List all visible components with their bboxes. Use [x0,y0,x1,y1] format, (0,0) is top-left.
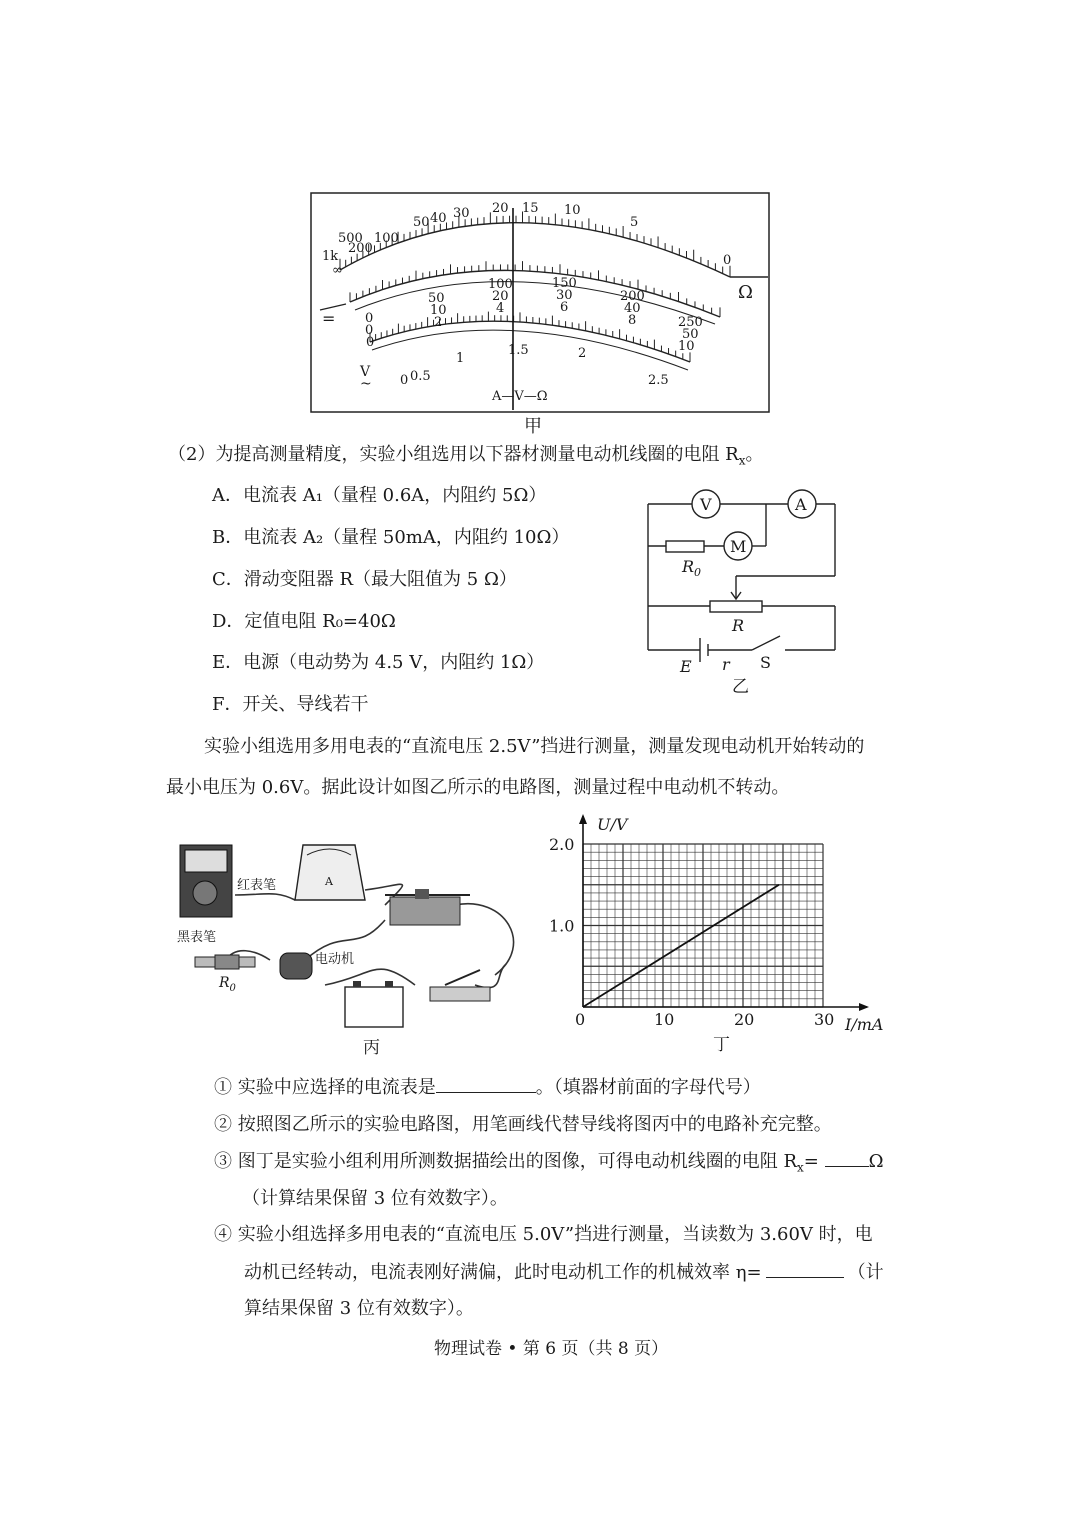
ohm-tick-label: 5 [630,215,639,230]
paragraph-line1: 实验小组选用多用电表的“直流电压 2.5V”挡进行测量，测量发现电动机开始转动的 [204,736,865,757]
ohm-tick-label: 40 [430,211,447,226]
svg-text:0: 0 [400,373,409,388]
chart-caption: 丁 [713,1035,730,1055]
apparatus-caption: 丙 [363,1038,380,1058]
ac-symbol-tilde: ~ [360,376,372,392]
ohm-tick-label: 15 [522,201,539,216]
ohm-tick-label: 30 [453,206,470,221]
svg-text:6: 6 [560,300,569,315]
circuit-diagram [640,486,840,696]
y-tick-label: 2.0 [549,835,575,854]
option-c: C．滑动变阻器 R（最大阻值为 5 Ω） [212,569,517,590]
ohm-tick-label: 0 [723,253,732,268]
ammeter-face-label: A [325,875,333,888]
ohm-tick-label: 500 [338,231,363,246]
ohm-tick-label: 200 [348,241,373,256]
svg-text:150: 150 [552,276,577,291]
svg-text:200: 200 [620,289,645,304]
svg-text:250: 250 [678,315,703,330]
ohm-unit: Ω [738,282,753,303]
circuit-caption: 乙 [732,677,749,696]
meter-face [310,192,770,414]
answer-blank-3[interactable] [825,1166,869,1167]
motor-apparatus-label: 电动机 [315,952,355,967]
paragraph-line2: 最小电压为 0.6V。据此设计如图乙所示的电路图，测量过程中电动机不转动。 [166,777,790,798]
apparatus-figure [175,835,535,1060]
answer-blank-1[interactable] [436,1092,536,1093]
circuit-switch-label: S [760,653,771,672]
question2-intro: （2）为提高测量精度，实验小组选用以下器材测量电动机线圈的电阻 $R_x$。 [168,444,764,468]
black-probe-label: 黑表笔 [177,930,217,945]
subquestion-3: ③ 图丁是实验小组利用所测数据描绘出的图像，可得电动机线圈的电阻 $R_x= \Omega$ [214,1151,884,1175]
svg-text:1.5: 1.5 [508,343,529,358]
ohm-tick-label: 20 [492,201,509,216]
subquestion-1: ① 实验中应选择的电流表是 。（填器材前面的字母代号） [214,1077,761,1098]
chart-ylabel: U/V [597,815,628,834]
option-a: A．电流表 A₁（量程 0.6A，内阻约 5Ω） [212,485,547,506]
ohm-tick-label: 100 [374,231,399,246]
x-tick-label: 30 [814,1010,835,1029]
ui-chart [545,812,895,1057]
chart-grid [583,844,823,1007]
svg-text:10: 10 [678,339,695,354]
svg-text:8: 8 [628,313,637,328]
subquestion-4-line2: 动机已经转动，电流表刚好满偏，此时电动机工作的机械效率 η= （计 [244,1262,884,1283]
r0-apparatus-label: $R_0$ [219,975,236,994]
answer-blank-4[interactable] [766,1277,844,1278]
circuit-r0-label: $R_0$ [682,557,702,579]
circuit-internal-label: r [722,655,730,674]
svg-text:50: 50 [682,327,699,342]
subquestion-4-line1: ④ 实验小组选择多用电表的“直流电压 5.0V”挡进行测量，当读数为 3.60V 时，电 [214,1224,873,1245]
svg-text:50: 50 [428,291,445,306]
option-d: D．定值电阻 R₀=40Ω [212,611,396,632]
svg-text:V: V [700,495,712,514]
subquestion-3-note: （计算结果保留 3 位有效数字）。 [242,1188,508,1209]
series-line [583,885,779,1007]
subquestion-2: ② 按照图乙所示的实验电路图，用笔画线代替导线将图丙中的电路补充完整。 [214,1114,832,1135]
red-probe-label: 红表笔 [237,878,277,893]
meter-footer-label: A—V—Ω [492,389,548,404]
svg-text:2.5: 2.5 [648,373,669,388]
meter-figure [310,192,770,414]
page-footer: 物理试卷 • 第 6 页（共 8 页） [434,1339,669,1359]
ohm-tick-label: 1k [322,249,339,264]
option-e: E．电源（电动势为 4.5 V，内阻约 1Ω） [212,652,545,673]
subquestion-4-line3: 算结果保留 3 位有效数字）。 [244,1298,474,1319]
svg-text:1: 1 [456,351,465,366]
svg-text:A: A [795,495,807,514]
svg-text:30: 30 [556,288,573,303]
chart-xlabel: I/mA [845,1015,884,1034]
x-axis-arrow [859,1003,869,1011]
ohm-tick-label: 50 [413,215,430,230]
option-f: F．开关、导线若干 [212,694,369,715]
svg-text:2: 2 [578,346,587,361]
circuit-rheostat-label: R [732,616,745,635]
svg-text:4: 4 [496,301,505,316]
svg-text:20: 20 [492,289,509,304]
svg-text:100: 100 [488,277,513,292]
svg-text:2: 2 [434,315,443,330]
y-tick-label: 1.0 [549,916,575,936]
svg-text:0: 0 [365,311,374,326]
ohm-tick-label: 10 [564,203,581,218]
x-tick-label: 0 [575,1010,586,1029]
ac-symbol-v: V [360,364,371,380]
circuit-emf-label: E [680,657,692,676]
svg-text:10: 10 [430,303,447,318]
svg-text:M: M [730,537,747,556]
svg-text:0: 0 [365,323,374,338]
x-tick-label: 10 [654,1010,675,1029]
option-b: B．电流表 A₂（量程 50mA，内阻约 10Ω） [212,527,570,548]
ohm-tick-label: ∞ [332,263,343,278]
y-axis-arrow [579,814,587,824]
x-tick-label: 20 [734,1010,755,1029]
svg-text:0: 0 [366,335,375,350]
svg-text:0.5: 0.5 [410,369,431,384]
meter-caption: 甲 [524,416,542,437]
dc-symbol: = [322,309,336,328]
svg-text:40: 40 [624,301,641,316]
